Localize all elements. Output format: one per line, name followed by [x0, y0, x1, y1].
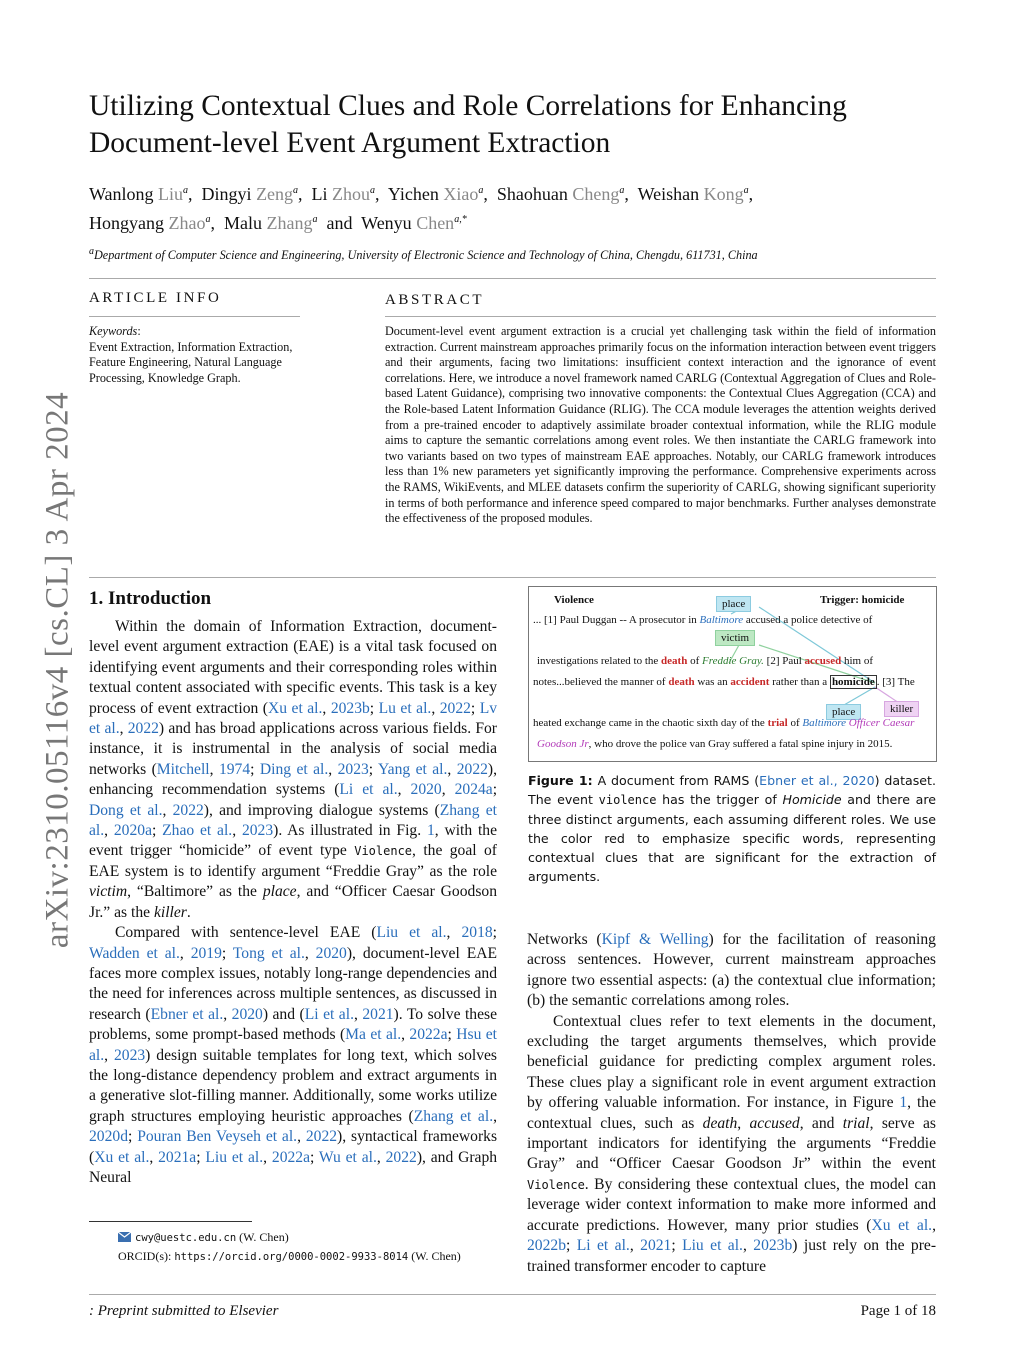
- body-column-left: Within the domain of Information Extraction, document-level event argument extraction (EAE) is a vital task focused on identifying event arguments and their corresponding roles within textual content associated with specific events. This task is a key process of event extraction (Xu et al., 2023b; Lu et al., 2022; Lv et al., 2022) and has broad applications across various fields. For instance, it is instrumental in the analysis of social media networks (Mitchell, 1974; Ding et al., 2023; Yang et al., 2022), enhancing recommendation systems (Li et al., 2020, 2024a; Dong et al., 2022), and improving dialogue systems (Zhang et al., 2020a; Zhao et al., 2023). As illustrated in Fig. 1, with the event trigger “homicide” of event type Violence, the goal of EAE system is to identify argument “Freddie Gray” as the role victim, “Baltimore” as the place, and “Officer Caesar Goodson Jr.” as the killer. Compared with sentence-level EAE (Liu et al., 2018; Wadden et al., 2019; Tong et al., 2020), document-level EAE faces more complex issues, notably long-range dependencies and the need for inferences across multiple sentences, as discussed in research (Ebner et al., 2020) and (Li et al., 2021). To solve these problems, some prompt-based methods (Ma et al., 2022a; Hsu et al., 2023) design suitable templates for long text, which solves the long-distance dependency problem and extract arguments in a generative slot-filling manner. Additionally, some works utilize graph structures employing heuristic approaches (Zhang et al., 2020d; Pouran Ben Veyseh et al., 2022), syntactical frameworks (Xu et al., 2021a; Liu et al., 2022a; Wu et al., 2022), and Graph Neural: [89, 618, 498, 1186]
- section-heading-introduction: 1. Introduction: [89, 588, 212, 609]
- role-tag-place: place: [716, 596, 751, 612]
- author[interactable]: Hongyang Zhao$^a$: [89, 213, 211, 233]
- affiliation: $^a$Department of Computer Science and Engineering, University of Electronic Science and Technology of China, Chengdu, 611731, China: [89, 246, 758, 263]
- figure-text-line: ... [1] Paul Duggan -- A prosecutor in Baltimore accused a police detective of: [533, 614, 873, 626]
- figure-caption: Figure 1: A document from RAMS (Ebner et al., 2020) dataset. The event violence has the trigger of Homicide and there are three distinct arguments, each assuming different roles. We use the color red to emphasize specific words, representing contextual clues that are significant for the extraction of arguments.: [528, 773, 936, 884]
- role-tag-place: place: [826, 704, 861, 720]
- mail-icon: [118, 1232, 131, 1242]
- page-number: Page 1 of 18: [860, 1303, 936, 1319]
- keywords-block: Keywords: Event Extraction, Information Extraction, Feature Engineering, Natural Language Processing, Knowledge Graph.: [89, 324, 293, 385]
- keywords-text: Event Extraction, Information Extraction, Feature Engineering, Natural Language Processing, Knowledge Graph.: [89, 339, 293, 385]
- author[interactable]: Malu Zhang$^a$: [223, 213, 318, 233]
- footnote-divider: [89, 1221, 252, 1222]
- author[interactable]: Dingyi Zeng$^a$: [201, 184, 299, 204]
- article-info-heading: ARTICLE INFO: [89, 290, 222, 306]
- author[interactable]: Li Zhou$^a$: [311, 184, 376, 204]
- author[interactable]: Yichen Xiao$^a$: [387, 184, 484, 204]
- figure-trigger-label: Trigger: homicide: [820, 594, 905, 606]
- abstract-text: Document-level event argument extraction is a crucial yet challenging task within the field of information extraction. Current mainstream approaches primarily focus on the information interaction between event triggers and their arguments, facing two limitations: insufficient context interaction and the ignorance of event correlations. Here, we introduce a novel framework named CARLG (Contextual Aggregation of Clues and Role-based Latent Guidance), comprising two innovative components: the Contextual Clues Aggregation (CCA) and the Role-based Latent Information Guidance (RLIG). The CCA module leverages the attention weights derived from a pre-trained encoder to adaptively assimilate broader contextual information, while the RLIG module aims to capture the semantic correlations among event roles. We then instantiate the CARLG framework into two variants based on two types of mainstream EAE approaches. Notably, our CARLG framework introduces less than 1% new parameters yet significantly improving the performance. Comprehensive experiments across the RAMS, WikiEvents, and MLEE datasets confirm the superiority of CARLG, showing significant superiority in terms of both performance and inference speed compared to major benchmarks. Further analyses demonstrate the effectiveness of the proposed modules.: [385, 324, 936, 526]
- arxiv-identifier: arXiv:2310.05116v4 [cs.CL] 3 Apr 2024: [39, 391, 76, 949]
- role-tag-victim: victim: [715, 630, 755, 646]
- citation-link[interactable]: Ebner et al., 2020: [759, 773, 875, 788]
- paper-title: Utilizing Contextual Clues and Role Correlations for Enhancing Document-level Event Argument Extraction: [89, 90, 847, 159]
- figure-1-example: [528, 586, 937, 762]
- trigger-word: homicide: [831, 676, 875, 688]
- role-tag-killer: killer: [884, 701, 919, 717]
- author-list: Wanlong Liu$^a$, Dingyi Zeng$^a$, Li Zhou$^a$, Yichen Xiao$^a$, Shaohuan Cheng$^a$, Weishan Kong$^a$, Hongyang Zhao$^a$, Malu Zhang$^a$ and Wenyu Chen$^{a,*}$: [89, 184, 754, 233]
- figure-event-label: Violence: [554, 594, 594, 606]
- author[interactable]: Wenyu Chen$^{a,*}$: [361, 213, 467, 233]
- figure-text-line: investigations related to the death of Freddie Gray. [2] Paul accused him of: [537, 655, 873, 667]
- author[interactable]: Wanlong Liu$^a$: [89, 184, 189, 204]
- figure-text-line: heated exchange came in the chaotic sixth day of the trial of Baltimore Officer Caesar: [533, 717, 915, 729]
- divider: [89, 577, 936, 578]
- figure-text-line: notes...believed the manner of death was an accident rather than a homicide . [3] The: [533, 676, 915, 688]
- divider: [89, 278, 936, 279]
- divider: [89, 1294, 936, 1295]
- divider: [385, 316, 936, 317]
- keywords-label: Keywords: [89, 324, 138, 338]
- footer-venue: : Preprint submitted to Elsevier: [89, 1303, 279, 1319]
- author-email[interactable]: cwy@uestc.edu.cn: [135, 1232, 237, 1244]
- figure-text-line: Goodson Jr, who drove the police van Gray suffered a fatal spine injury in 2015.: [537, 738, 893, 750]
- author[interactable]: Weishan Kong$^a$: [637, 184, 749, 204]
- author[interactable]: Shaohuan Cheng$^a$: [496, 184, 625, 204]
- divider: [89, 316, 300, 317]
- footnote: cwy@uestc.edu.cn (W. Chen) ORCID(s): https://orcid.org/0000-0002-9933-8014 (W. Chen): [118, 1230, 461, 1263]
- body-column-right: Networks (Kipf & Welling) for the facilitation of reasoning across sentences. However, current mainstream approaches ignore two essential aspects: (a) the contextual clue information; (b) the semantic correlations among roles. Contextual clues refer to text elements in the document, excluding the target arguments themselves, which provide beneficial guidance for predicting complex argument roles. These clues play a significant role in event argument extraction by offering valuable information. For instance, in Figure 1, the contextual clues, such as death, accused, and trial, serve as important indicators for identifying the arguments “Freddie Gray” and “Officer Caesar Goodson Jr” within the event Violence. By considering these contextual clues, the model can leverage wider context information to make more informed and accurate predictions. However, many prior studies (Xu et al., 2022b; Li et al., 2021; Liu et al., 2023b) just rely on the pre-trained transformer encoder to capture: [527, 931, 937, 1275]
- orcid-link[interactable]: https://orcid.org/0000-0002-9933-8014: [174, 1251, 409, 1263]
- abstract-heading: ABSTRACT: [385, 292, 485, 308]
